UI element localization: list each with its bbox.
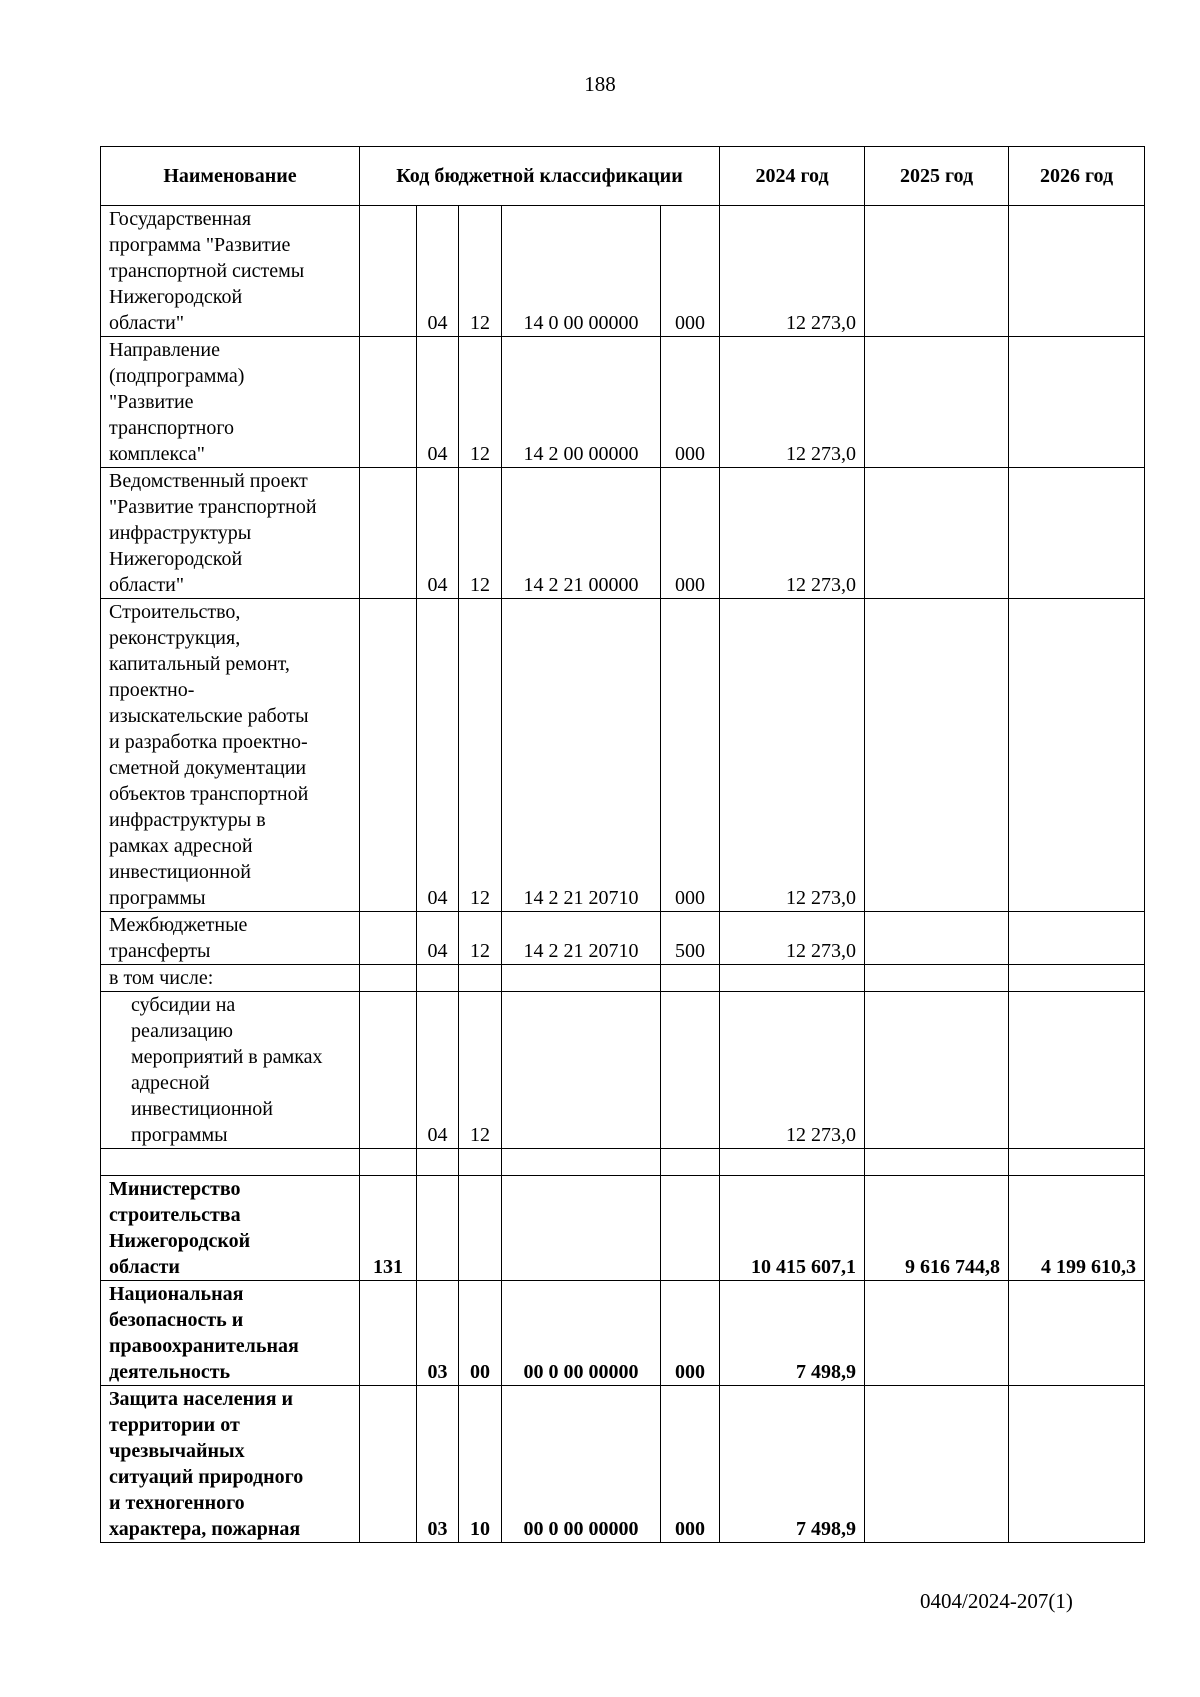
header-code: Код бюджетной классификации <box>360 147 720 206</box>
code-admin <box>360 992 417 1149</box>
code-admin <box>360 965 417 992</box>
value-2026 <box>1009 965 1145 992</box>
code-admin <box>360 1281 417 1386</box>
code-expense-type: 000 <box>661 468 720 599</box>
code-expense-type: 000 <box>661 1386 720 1543</box>
value-2025 <box>865 206 1009 337</box>
code-admin <box>360 599 417 912</box>
value-2024: 12 273,0 <box>720 599 865 912</box>
code-expense-type: 000 <box>661 337 720 468</box>
value-2026 <box>1009 599 1145 912</box>
value-2025 <box>865 599 1009 912</box>
code-subsection: 12 <box>459 992 502 1149</box>
row-name: в том числе: <box>101 965 360 992</box>
code-section: 03 <box>417 1386 459 1543</box>
code-expense-type: 000 <box>661 599 720 912</box>
value-2025 <box>865 1281 1009 1386</box>
code-subsection: 12 <box>459 337 502 468</box>
code-subsection: 12 <box>459 468 502 599</box>
code-section: 04 <box>417 599 459 912</box>
value-2025 <box>865 912 1009 965</box>
value-2026 <box>1009 1149 1145 1176</box>
code-subsection: 12 <box>459 912 502 965</box>
code-admin: 131 <box>360 1176 417 1281</box>
row-name <box>101 1149 360 1176</box>
code-target: 14 2 21 00000 <box>502 468 661 599</box>
value-2026 <box>1009 468 1145 599</box>
value-2024 <box>720 1149 865 1176</box>
code-subsection: 12 <box>459 206 502 337</box>
header-2024: 2024 год <box>720 147 865 206</box>
code-target <box>502 965 661 992</box>
table-row <box>101 1149 1145 1176</box>
value-2026 <box>1009 1386 1145 1543</box>
header-2026: 2026 год <box>1009 147 1145 206</box>
table-header-row <box>101 147 1145 206</box>
code-section: 03 <box>417 1281 459 1386</box>
code-expense-type: 000 <box>661 1281 720 1386</box>
budget-table <box>100 146 1145 1543</box>
value-2026: 4 199 610,3 <box>1009 1176 1145 1281</box>
code-target: 14 2 21 20710 <box>502 599 661 912</box>
value-2024: 7 498,9 <box>720 1281 865 1386</box>
row-name: Строительство, реконструкция, капитальный ремонт, проектно- изыскательские работы и разработка проектно- сметной документации объектов транспортной инфраструктуры в рамках адресной инвестиционной программы <box>101 599 360 912</box>
value-2024: 12 273,0 <box>720 992 865 1149</box>
row-name: Ведомственный проект "Развитие транспортной инфраструктуры Нижегородской области" <box>101 468 360 599</box>
value-2026 <box>1009 206 1145 337</box>
table-row <box>101 468 1145 599</box>
table-row <box>101 992 1145 1149</box>
value-2024: 12 273,0 <box>720 206 865 337</box>
code-target <box>502 1149 661 1176</box>
value-2025: 9 616 744,8 <box>865 1176 1009 1281</box>
code-expense-type <box>661 1176 720 1281</box>
row-name: Министерство строительства Нижегородской области <box>101 1176 360 1281</box>
value-2026 <box>1009 337 1145 468</box>
row-name: Межбюджетные трансферты <box>101 912 360 965</box>
code-section: 04 <box>417 468 459 599</box>
table-row <box>101 337 1145 468</box>
code-target: 00 0 00 00000 <box>502 1386 661 1543</box>
code-target: 14 2 21 20710 <box>502 912 661 965</box>
code-target: 00 0 00 00000 <box>502 1281 661 1386</box>
header-2025: 2025 год <box>865 147 1009 206</box>
code-subsection: 10 <box>459 1386 502 1543</box>
code-expense-type <box>661 965 720 992</box>
row-name: Национальная безопасность и правоохранительная деятельность <box>101 1281 360 1386</box>
code-subsection <box>459 1176 502 1281</box>
table-row <box>101 599 1145 912</box>
code-section: 04 <box>417 912 459 965</box>
page-number: 188 <box>584 72 616 96</box>
value-2025 <box>865 468 1009 599</box>
code-section <box>417 1149 459 1176</box>
code-expense-type: 500 <box>661 912 720 965</box>
row-name: субсидии на реализацию мероприятий в рамках адресной инвестиционной программы <box>101 992 360 1149</box>
value-2024 <box>720 965 865 992</box>
code-expense-type <box>661 1149 720 1176</box>
code-section <box>417 965 459 992</box>
value-2024: 10 415 607,1 <box>720 1176 865 1281</box>
value-2026 <box>1009 992 1145 1149</box>
code-admin <box>360 1386 417 1543</box>
table-row <box>101 965 1145 992</box>
value-2024: 12 273,0 <box>720 912 865 965</box>
code-admin <box>360 206 417 337</box>
header-name: Наименование <box>101 147 360 206</box>
row-name: Защита населения и территории от чрезвычайных ситуаций природного и техногенного характера, пожарная <box>101 1386 360 1543</box>
code-subsection: 00 <box>459 1281 502 1386</box>
code-admin <box>360 912 417 965</box>
value-2025 <box>865 1149 1009 1176</box>
code-expense-type: 000 <box>661 206 720 337</box>
row-name: Государственная программа "Развитие транспортной системы Нижегородской области" <box>101 206 360 337</box>
value-2025 <box>865 1386 1009 1543</box>
table-row <box>101 206 1145 337</box>
code-section: 04 <box>417 337 459 468</box>
table-row <box>101 912 1145 965</box>
value-2024: 12 273,0 <box>720 468 865 599</box>
value-2024: 7 498,9 <box>720 1386 865 1543</box>
code-target: 14 2 00 00000 <box>502 337 661 468</box>
value-2026 <box>1009 1281 1145 1386</box>
code-admin <box>360 1149 417 1176</box>
value-2026 <box>1009 912 1145 965</box>
table-row <box>101 1281 1145 1386</box>
code-target: 14 0 00 00000 <box>502 206 661 337</box>
code-subsection <box>459 965 502 992</box>
code-subsection: 12 <box>459 599 502 912</box>
table-row <box>101 1176 1145 1281</box>
code-target <box>502 992 661 1149</box>
table-row <box>101 1386 1145 1543</box>
code-section: 04 <box>417 992 459 1149</box>
code-admin <box>360 337 417 468</box>
code-expense-type <box>661 992 720 1149</box>
value-2025 <box>865 965 1009 992</box>
code-subsection <box>459 1149 502 1176</box>
row-name: Направление (подпрограмма) "Развитие транспортного комплекса" <box>101 337 360 468</box>
code-section <box>417 1176 459 1281</box>
code-target <box>502 1176 661 1281</box>
value-2024: 12 273,0 <box>720 337 865 468</box>
code-section: 04 <box>417 206 459 337</box>
value-2025 <box>865 992 1009 1149</box>
code-admin <box>360 468 417 599</box>
value-2025 <box>865 337 1009 468</box>
document-code: 0404/2024-207(1) <box>920 1589 1073 1613</box>
